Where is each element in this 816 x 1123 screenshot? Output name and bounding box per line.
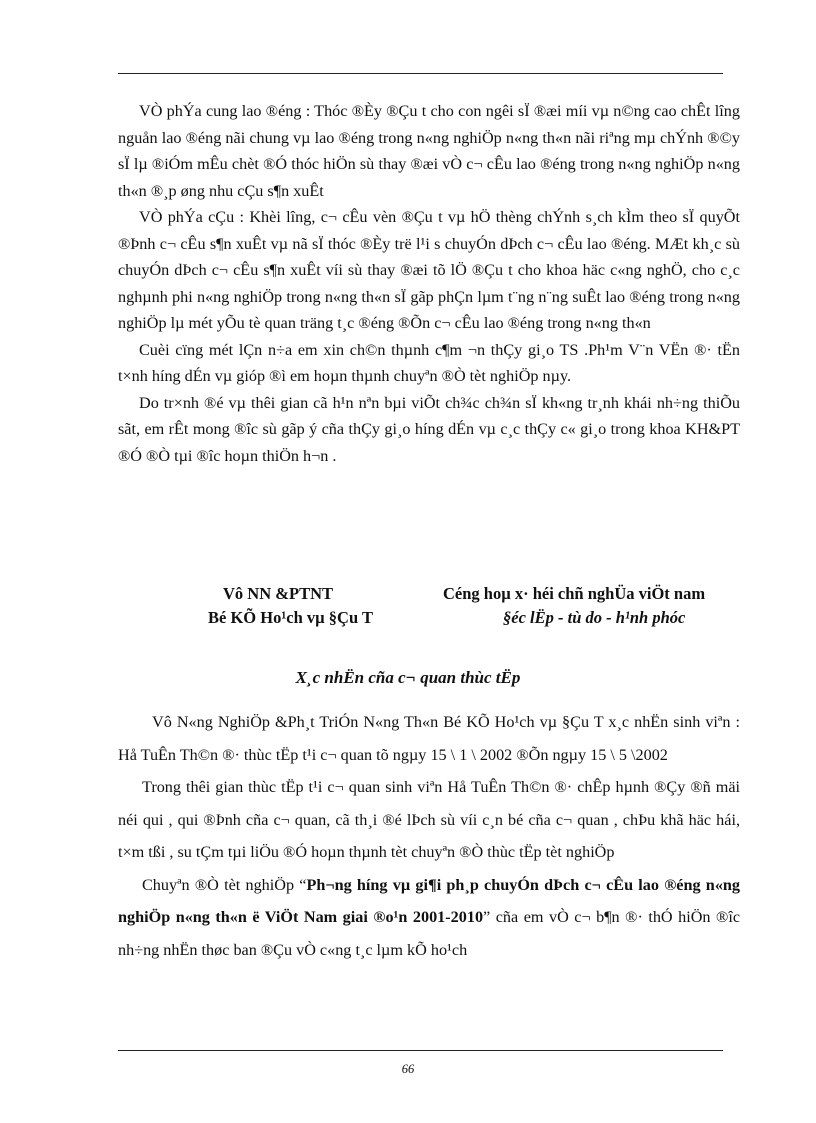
page-number: 66 [401,1062,415,1076]
certificate-paragraph-3 [118,869,740,967]
header-right-line2: §éc lËp - tù do - h¹nh phóc [503,608,686,627]
certificate-paragraph-2: Trong thêi gian thùc tËp t¹i c¬ quan sinh viªn Hå TuÊn Th©n ®· chÊp hµnh ®Çy ®ñ mäi néi qui , qui ®Þnh cña c¬ quan, cã th¸i ®é lÞch sù víi c¸n bé cña c¬ quan , chÞu khã häc hái, t×m tßi , su tÇm tµi liÖu ®Ó hoµn thµnh tèt chuyªn ®Ò thùc tËp tèt nghiÖp [118,778,740,861]
paragraph-apology: Do tr×nh ®é vµ thêi gian cã h¹n nªn bµi viÕt ch¾c ch¾n sÏ kh«ng tr¸nh khái nh÷ng thiÕu sãt, em rÊt mong ®îc sù gãp ý cña thÇy gi¸o híng dÉn vµ c¸c thÇy c« gi¸o trong khoa KH&PT ®Ó ®Ò tµi ®îc hoµn thiÖn h¬n . [118,393,740,465]
certificate-paragraph-1: Vô N«ng NghiÖp &Ph¸t TriÓn N«ng Th«n Bé KÕ Ho¹ch vµ §Çu T x¸c nhËn sinh viªn : Hå TuÊn Th©n ®· thùc tËp t¹i c¬ quan tõ ngµy 15 \ 1 \ 2002 ®Õn ngµy 15 \ 5 \2002 [118,713,740,764]
certificate-body [118,706,740,966]
paragraph-thanks: Cuèi cïng mét lÇn n÷a em xin ch©n thµnh c¶m ¬n thÇy gi¸o TS .Ph¹m V¨n VËn ®· tËn t×nh híng dÉn vµ gióp ®ì em hoµn thµnh chuyªn ®Ò tèt nghiÖp nµy. [118,340,740,385]
top-rule [118,73,723,74]
certificate-title: X¸c nhËn cña c¬ quan thùc tËp [295,668,521,687]
header-right-line1: Céng hoµ x· héi chñ nghÜa viÖt nam [443,584,706,603]
thesis-title: Ph¬ng híng vµ gi¶i ph¸p chuyÓn dÞch c¬ cÊu lao ®éng n«ng nghiÖp n«ng th«n ë ViÖt Nam giai ®o¹n 2001-2010 [118,875,741,926]
paragraph-labor-supply: VÒ phÝa cung lao ®éng : Thóc ®Èy ®Çu t cho con ngêi sÏ ®æi míi vµ n©ng cao chÊt lîng nguån lao ®éng nãi chung vµ lao ®éng trong n«ng nghiÖp n«ng th«n nãi riªng mµ chÝnh ®©y sÏ lµ ®iÓm mÊu chèt ®Ó thóc hiÖn sù thay ®æi vÒ c¬ cÊu lao ®éng trong n«ng nghiÖp n«ng th«n ®¸p øng nhu cÇu s¶n xuÊt [118,102,740,200]
body-text [118,98,740,469]
header-left-line1: Vô NN &PTNT [223,584,333,603]
header-left-line2: Bé KÕ Ho¹ch vµ §Çu T [208,608,373,627]
certificate-p3-suffix: ” cña em vÒ c¬ b¶n ®· thÓ hiÖn ®îc nh÷ng nhËn thøc ban ®Çu vÒ c«ng t¸c lµm kÕ ho¹ch [118,908,741,959]
paragraph-labor-demand: VÒ phÝa cÇu : Khèi lîng, c¬ cÊu vèn ®Çu t vµ hÖ thèng chÝnh s¸ch kÌm theo sÏ quyÕt ®Þnh c¬ cÊu s¶n xuÊt vµ nã sÏ thóc ®Èy trë l¹i s chuyÓn dÞch c¬ cÊu lao ®éng. MÆt kh¸c sù chuyÓn dÞch c¬ cÊu s¶n xuÊt víi sù thay ®æi tõ lÖ ®Çu t cho khoa häc c«ng nghÖ, cho c¸c nghµnh phi n«ng nghiÖp trong n«ng th«n sÏ gãp phÇn lµm t¨ng n¨ng suÊt lao ®éng trong n«ng nghiÖp lµ mét yÕu tè quan träng t¸c ®éng ®Õn c¬ cÊu lao ®éng trong n«ng th«n [118,208,740,332]
bottom-rule [118,1050,723,1051]
certificate-p3-prefix: Chuyªn ®Ò tèt nghiÖp “ [142,875,307,894]
